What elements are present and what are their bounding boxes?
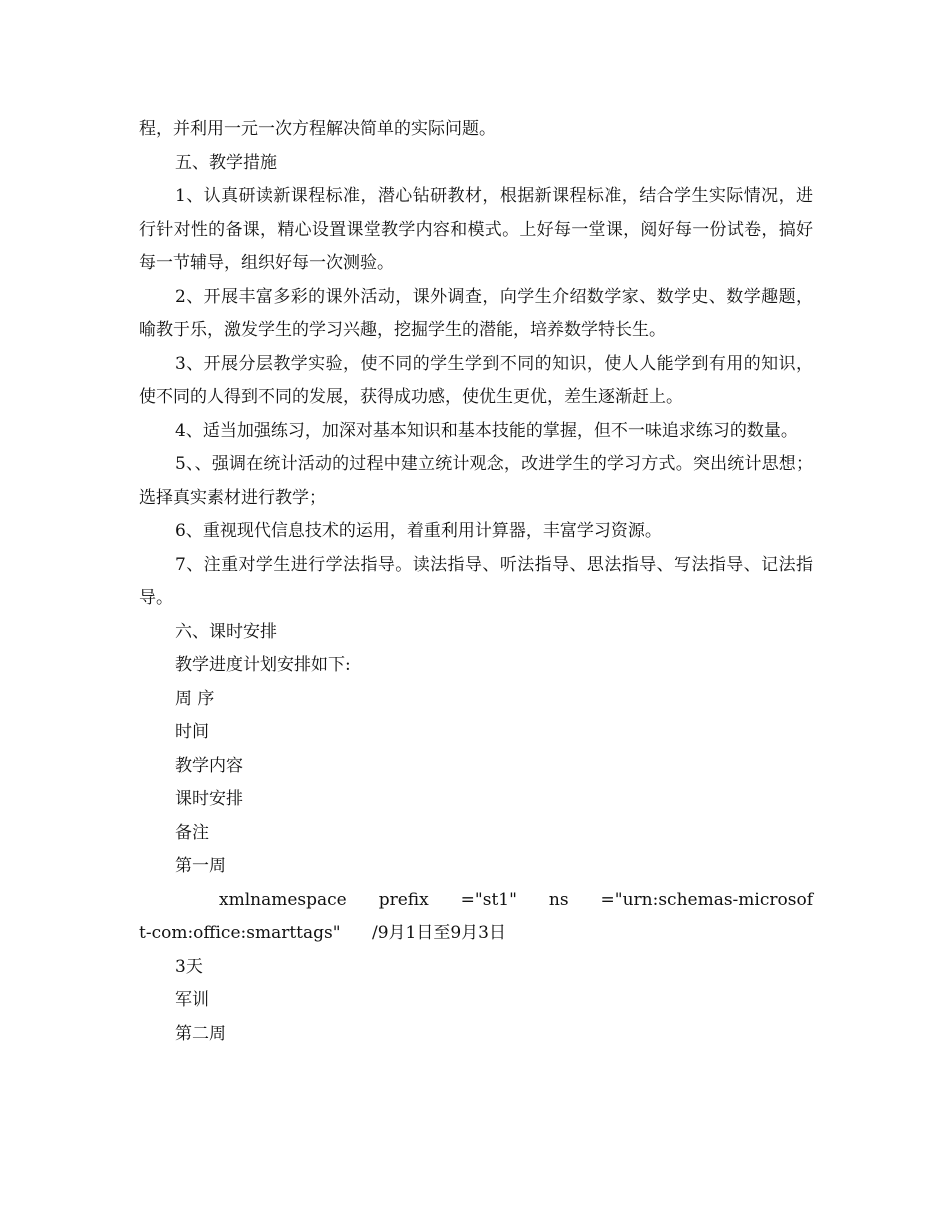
document-body xyxy=(139,113,813,1051)
table-cell-text: 第一周 xyxy=(175,856,226,876)
paragraph: 程，并利用一元一次方程解决简单的实际问题。 xyxy=(139,119,496,139)
table-cell-text: 第二周 xyxy=(175,1023,226,1044)
paragraph: 2、开展丰富多彩的课外活动，课外调查，向学生介绍数学家、数学史、数学趣题，喻教于乐，激发学生的学习兴趣，挖掘学生的潜能，培养数学特长生。 xyxy=(139,286,813,340)
table-cell-text: 备注 xyxy=(175,822,209,843)
paragraph: 6、重视现代信息技术的运用，着重利用计算器，丰富学习资源。 xyxy=(175,521,662,541)
table-cell-text: 军训 xyxy=(175,990,209,1010)
paragraph: 4、适当加强练习，加深对基本知识和基本技能的掌握，但不一味追求练习的数量。 xyxy=(175,420,798,441)
table-cell-text: 周 序 xyxy=(175,688,215,709)
paragraph: 教学进度计划安排如下: xyxy=(175,655,351,675)
table-cell-text: 3天 xyxy=(175,956,203,977)
table-cell-text: 教学内容 xyxy=(175,755,243,776)
table-cell-text: 课时安排 xyxy=(175,789,243,809)
paragraph: 1、认真研读新课程标准，潜心钻研教材，根据新课程标准，结合学生实际情况，进行针对性的备课，精心设置课堂教学内容和模式。上好每一堂课，阅好每一份试卷，搞好每一节辅导，组织好每一次测验。 xyxy=(139,186,813,273)
paragraph: 5、、强调在统计活动的过程中建立统计观念，改进学生的学习方式。突出统计思想；选择真实素材进行教学； xyxy=(139,454,813,508)
paragraph: 7、注重对学生进行学法指导。读法指导、听法指导、思法指导、写法指导、记法指导。 xyxy=(139,554,813,608)
section-heading-schedule: 六、课时安排 xyxy=(175,621,277,642)
paragraph: 3、开展分层教学实验，使不同的学生学到不同的知识，使人人能学到有用的知识，使不同的人得到不同的发展，获得成功感，使优生更优，差生逐渐赶上。 xyxy=(139,353,813,407)
section-heading-teaching-measures: 五、教学措施 xyxy=(175,152,277,173)
xml-namespace-text: xmlnamespace prefix ="st1" ns ="urn:schemas-microsoft-com:office:smarttags" /9月1日至9月3日 xyxy=(139,889,813,943)
table-cell-text: 时间 xyxy=(175,722,209,742)
